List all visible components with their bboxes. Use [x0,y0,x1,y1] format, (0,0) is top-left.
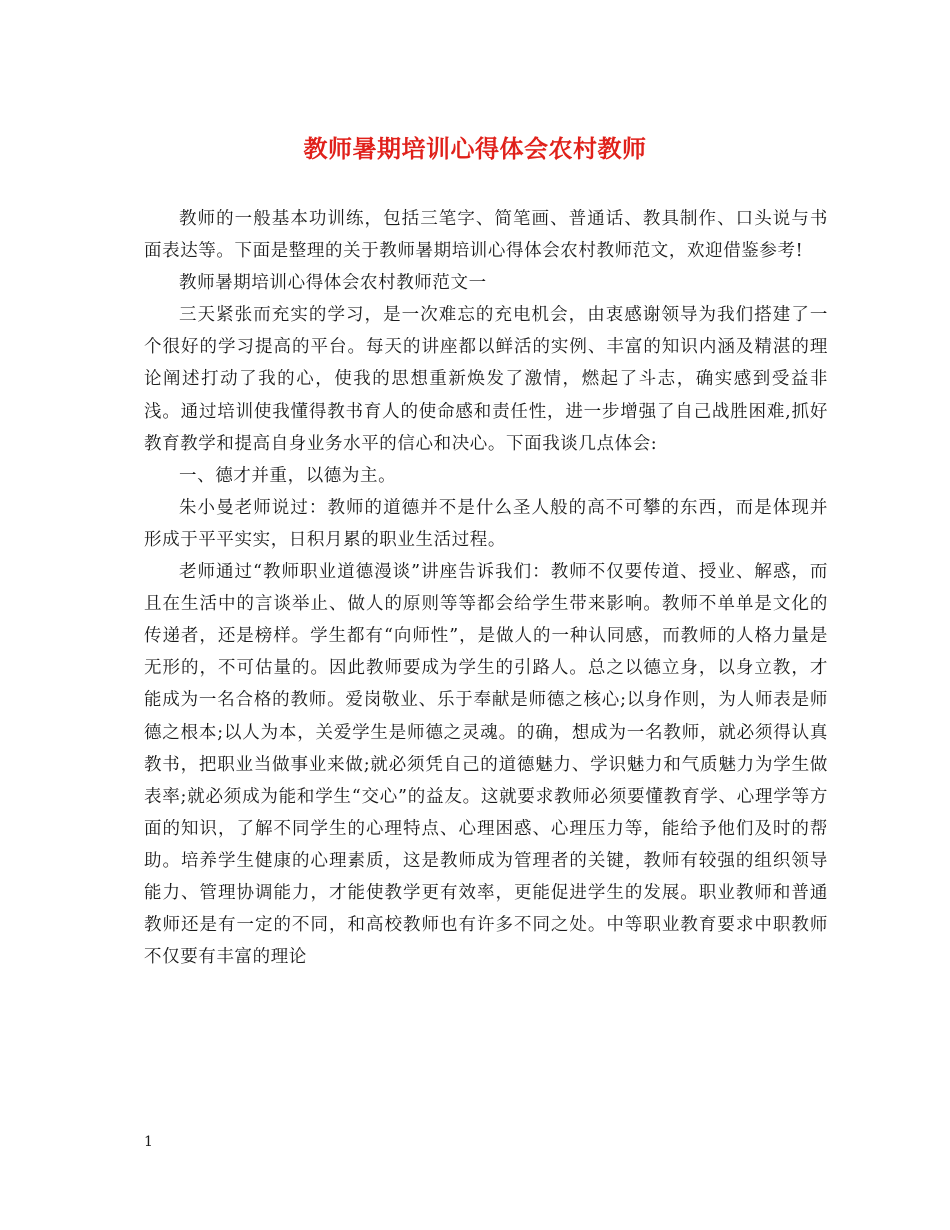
point-heading: 一、德才并重，以德为主。 [179,465,397,486]
section-heading: 教师暑期培训心得体会农村教师范文一 [179,273,487,294]
page-number: 1 [144,1134,153,1150]
intro-paragraph: 教师的一般基本功训练，包括三笔字、简笔画、普通话、教具制作、口头说与书面表达等。下面是整理的关于教师暑期培训心得体会农村教师范文，欢迎借鉴参考! [144,209,828,262]
body-paragraph: 三天紧张而充实的学习，是一次难忘的充电机会，由衷感谢领导为我们搭建了一个很好的学习提高的平台。每天的讲座都以鲜活的实例、丰富的知识内涵及精湛的理论阐述打动了我的心，使我的思想重新焕发了激情，燃起了斗志，确实感到受益非浅。通过培训使我懂得教书育人的使命感和责任性，进一步增强了自己战胜困难,抓好教育教学和提高自身业务水平的信心和决心。下面我谈几点体会: [144,305,828,454]
document-body [144,203,828,973]
document-title: 教师暑期培训心得体会农村教师 [303,134,647,163]
body-paragraph: 老师通过“教师职业道德漫谈”讲座告诉我们：教师不仅要传道、授业、解惑，而且在生活中的言谈举止、做人的原则等等都会给学生带来影响。教师不单单是文化的传递者，还是榜样。学生都有“向师性”，是做人的一种认同感，而教师的人格力量是无形的，不可估量的。因此教师要成为学生的引路人。总之以德立身，以身立教，才能成为一名合格的教师。爱岗敬业、乐于奉献是师德之核心;以身作则，为人师表是师德之根本;以人为本，关爱学生是师德之灵魂。的确，想成为一名教师，就必须得认真教书，把职业当做事业来做;就必须凭自己的道德魅力、学识魅力和气质魅力为学生做表率;就必须成为能和学生“交心”的益友。这就要求教师必须要懂教育学、心理学等方面的知识，了解不同学生的心理特点、心理困惑、心理压力等，能给予他们及时的帮助。培养学生健康的心理素质，这是教师成为管理者的关键，教师有较强的组织领导能力、管理协调能力，才能使教学更有效率，更能促进学生的发展。职业教师和普通教师还是有一定的不同，和高校教师也有许多不同之处。中等职业教育要求中职教师不仅要有丰富的理论 [144,562,828,968]
body-paragraph: 朱小曼老师说过：教师的道德并不是什么圣人般的高不可攀的东西，而是体现并形成于平平实实，日积月累的职业生活过程。 [144,497,828,550]
